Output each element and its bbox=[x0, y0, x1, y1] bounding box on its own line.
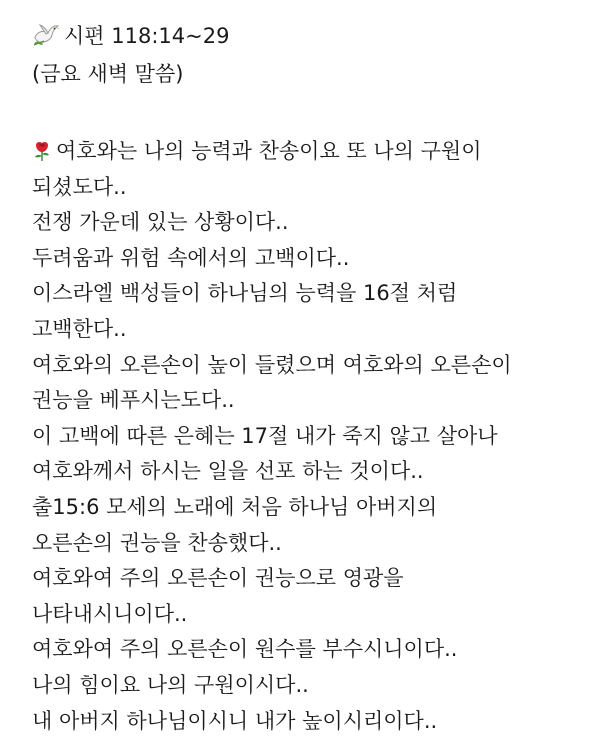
text-line: 나타내시니이다.. bbox=[32, 601, 188, 626]
dove-with-olive-branch-icon bbox=[32, 22, 60, 48]
note-content bbox=[32, 18, 588, 739]
text-line: 오른손의 권능을 찬송했다.. bbox=[32, 530, 282, 555]
text-line bbox=[32, 134, 588, 170]
blank-line bbox=[32, 92, 588, 134]
text-line: 두려움과 위험 속에서의 고백이다.. bbox=[32, 245, 350, 270]
text-line: 여호와의 오른손이 높이 들렸으며 여호와의 오른손이 bbox=[32, 352, 512, 377]
text-line: 여호와여 주의 오른손이 권능으로 영광을 bbox=[32, 566, 404, 591]
text-line: 나의 힘이요 나의 구원이시다.. bbox=[32, 672, 309, 697]
text-line-content: 여호와는 나의 능력과 찬송이요 또 나의 구원이 bbox=[56, 139, 482, 163]
text-line: 여호와여 주의 오른손이 원수를 부수시니이다.. bbox=[32, 637, 458, 662]
text-line: 이스라엘 백성들이 하나님의 능력을 16절 처럼 bbox=[32, 281, 458, 306]
text-line: 이 고백에 따른 은혜는 17절 내가 죽지 않고 살아나 bbox=[32, 423, 498, 448]
text-line: 전쟁 가운데 있는 상황이다.. bbox=[32, 210, 289, 235]
text-line: 내 아버지 하나님이시니 내가 높이시리이다.. bbox=[32, 708, 438, 733]
title-row bbox=[32, 18, 588, 52]
text-line: 출15:6 모세의 노래에 처음 하나님 아버지의 bbox=[32, 494, 438, 519]
page-subtitle: (금요 새벽 말씀) bbox=[32, 62, 184, 86]
text-line: 권능을 베푸시는도다.. bbox=[32, 388, 235, 413]
page-title: 시편 118:14~29 bbox=[64, 24, 230, 48]
text-line: 고백한다.. bbox=[32, 316, 127, 341]
rose-icon bbox=[32, 138, 52, 160]
text-line: 여호와께서 하시는 일을 선포 하는 것이다.. bbox=[32, 459, 424, 484]
text-line: 되셨도다.. bbox=[32, 174, 127, 199]
